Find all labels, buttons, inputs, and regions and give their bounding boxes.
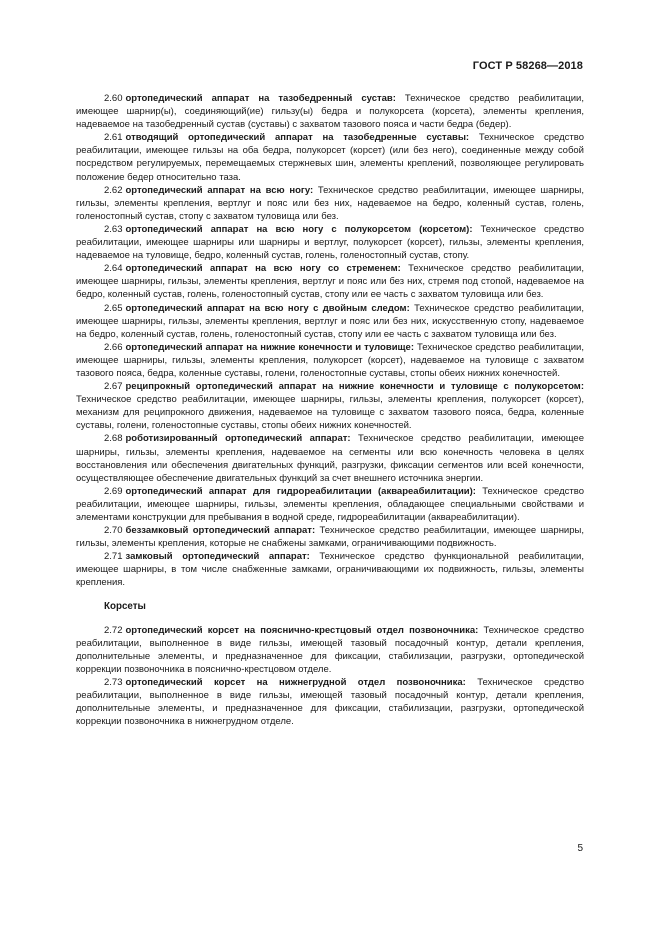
term-definition: Техническое средство реабилитации, имеющее шарнир(ы), соединяющий(ие) гильзу(ы) бедра и полукорсета (корсета), элементы крепления, надеваемое на тазобедренный сустав (суставы) с захватом тазового пояса и части бедра (бедер).	[76, 93, 584, 131]
term-number: 2.61	[104, 132, 123, 144]
term-definition: Техническое средство реабилитации, имеющее шарниры, гильзы, элементы крепления, вертлуг и пояс или без них, стремя под стопой, надеваемое на бедро, коленный сустав, голень, голеностопный сустав, стопу или ее часть с захватом туловища или без.	[76, 263, 584, 301]
document-code: ГОСТ Р 58268—2018	[472, 60, 583, 72]
term-definition: Техническое средство реабилитации, выполненное в виде гильзы, имеющей тазовый посадочный контур, детали крепления, дополнительные элементы, и предназначенное для фиксации, стабилизации, разгрузки, ортопедической коррекции позвоночника в пояснично-крестцовом отделе.	[76, 624, 584, 675]
term-list	[76, 624, 584, 729]
term-entry	[76, 223, 584, 262]
term-number: 2.63	[104, 223, 123, 235]
term-definition: Техническое средство функциональной реабилитации, имеющее шарниры, в том числе снабженные замками, ограничивающими их подвижность, гильзы, элементы крепления.	[76, 551, 584, 589]
term-entry	[76, 341, 584, 380]
term-title: ортопедический аппарат на всю ногу с двойным следом:	[125, 302, 410, 314]
term-entry	[76, 485, 584, 524]
term-number: 2.71	[104, 551, 123, 563]
term-number: 2.66	[104, 341, 123, 353]
term-title: ортопедический аппарат на всю ногу со стременем:	[125, 263, 401, 275]
term-title: ортопедический аппарат на тазобедренный сустав:	[125, 93, 396, 104]
page-number: 5	[577, 843, 583, 854]
term-definition: Техническое средство реабилитации, имеющее шарниры, гильзы, элементы крепления, вертлуг и пояс или без них, искусственную стопу, надеваемое на бедро, коленный сустав, голень, голеностопный сустав, стопу или ее часть с захватом туловища или без.	[76, 302, 584, 340]
term-definition: Техническое средство реабилитации, имеющее шарниры, гильзы, элементы крепления, вертлуг и пояс или без них, надеваемое на бедро, коленный сустав, голень, голеностопный сустав, стопу с захватом туловища или без.	[76, 184, 584, 222]
term-number: 2.72	[104, 624, 123, 636]
term-title: ортопедический корсет на нижнегрудной отдел позвоночника:	[125, 677, 466, 689]
term-title: ортопедический аппарат на нижние конечности и туловище:	[125, 341, 415, 353]
term-entry	[76, 676, 584, 728]
term-entry	[76, 262, 584, 301]
term-number: 2.69	[104, 485, 123, 497]
term-entry	[76, 131, 584, 183]
term-number: 2.60	[104, 93, 123, 104]
section-heading: Корсеты	[104, 600, 146, 612]
term-definition: Техническое средство реабилитации, имеющее шарниры, гильзы, элементы крепления, которые не снабжены замками, ограничивающими подвижность.	[76, 525, 584, 550]
term-entry	[76, 380, 584, 432]
term-title: роботизированный ортопедический аппарат:	[125, 433, 351, 445]
term-entry	[76, 92, 584, 131]
term-entry	[76, 432, 584, 484]
term-number: 2.73	[104, 677, 123, 689]
term-title: беззамковый ортопедический аппарат:	[125, 525, 316, 537]
term-entry	[76, 184, 584, 223]
term-definition: Техническое средство реабилитации, имеющее шарниры, гильзы, элементы крепления, обладающее специальными свойствами и элементами конструкции для пребывания в водной среде, гидрореабилитации (аквареабилитации).	[76, 485, 585, 523]
term-entry	[76, 550, 584, 589]
term-entry	[76, 302, 584, 341]
term-definition: Техническое средство реабилитации, имеющее шарниры, гильзы, элементы крепления, полукорсет (корсет), надеваемое на туловище с захватом тазового пояса, бедра, коленные суставы, голени, голеностопные суставы, стопы обеих нижних конечностей.	[76, 341, 585, 379]
term-title: ортопедический аппарат на всю ногу с полукорсетом (корсетом):	[125, 223, 473, 235]
term-title: ортопедический аппарат для гидрореабилитации (аквареабилитации):	[125, 485, 476, 497]
term-definition: Техническое средство реабилитации, имеющее гильзы на оба бедра, полукорсет (корсет) (или без него), соединенные между собой посредством регулируемых, перемещаемых стержневых шин, элементы креплений, позволяющее регулировать положение бедер относительно таза.	[76, 132, 584, 183]
term-title: ортопедический корсет на пояснично-крестцовый отдел позвоночника:	[125, 624, 479, 636]
term-definition: Техническое средство реабилитации, выполненное в виде гильзы, имеющей тазовый посадочный контур, детали крепления, дополнительные элементы, и предназначенное для фиксации, стабилизации, разгрузки, ортопедической коррекции позвоночника в нижнегрудном отделе.	[76, 677, 584, 728]
term-number: 2.62	[104, 184, 123, 196]
term-title: замковый ортопедический аппарат:	[125, 551, 310, 563]
term-title: ортопедический аппарат на всю ногу:	[125, 184, 314, 196]
term-number: 2.67	[104, 381, 123, 393]
term-entry	[76, 624, 584, 676]
term-definition: Техническое средство реабилитации, имеющее шарниры, гильзы, элементы крепления, полукорсет (корсет), механизм для реципрокного движения, надеваемое на туловище с захватом тазового пояса, бедра, коленные суставы, голени, голеностопные суставы, стопы обеих нижних конечностей.	[76, 394, 584, 432]
term-title: отводящий ортопедический аппарат на тазобедренные суставы:	[125, 132, 470, 144]
term-definition: Техническое средство реабилитации, имеющее шарниры, гильзы, элементы крепления, надеваемое на сегменты или всю конечность человека в целях восстановления или обеспечения двигательных функций, разгрузки, фиксации сегментов или всей конечности, осуществляющее обеспечение двигательных функций за счет внешнего источника энергии.	[76, 433, 585, 484]
term-title: реципрокный ортопедический аппарат на нижние конечности и туловище с полукорсетом:	[125, 381, 584, 393]
term-entry	[76, 524, 584, 550]
term-number: 2.65	[104, 302, 123, 314]
term-definition: Техническое средство реабилитации, имеющее шарниры или шарниры и вертлуг, полукорсет (корсет), гильзы, элементы крепления, надеваемое на туловище, бедро, коленный сустав, голень, голеностопный сустав, стопу.	[76, 223, 584, 262]
term-number: 2.70	[104, 525, 123, 537]
term-number: 2.64	[104, 263, 123, 275]
term-list	[76, 92, 584, 590]
term-number: 2.68	[104, 433, 123, 445]
document-body	[76, 92, 584, 728]
